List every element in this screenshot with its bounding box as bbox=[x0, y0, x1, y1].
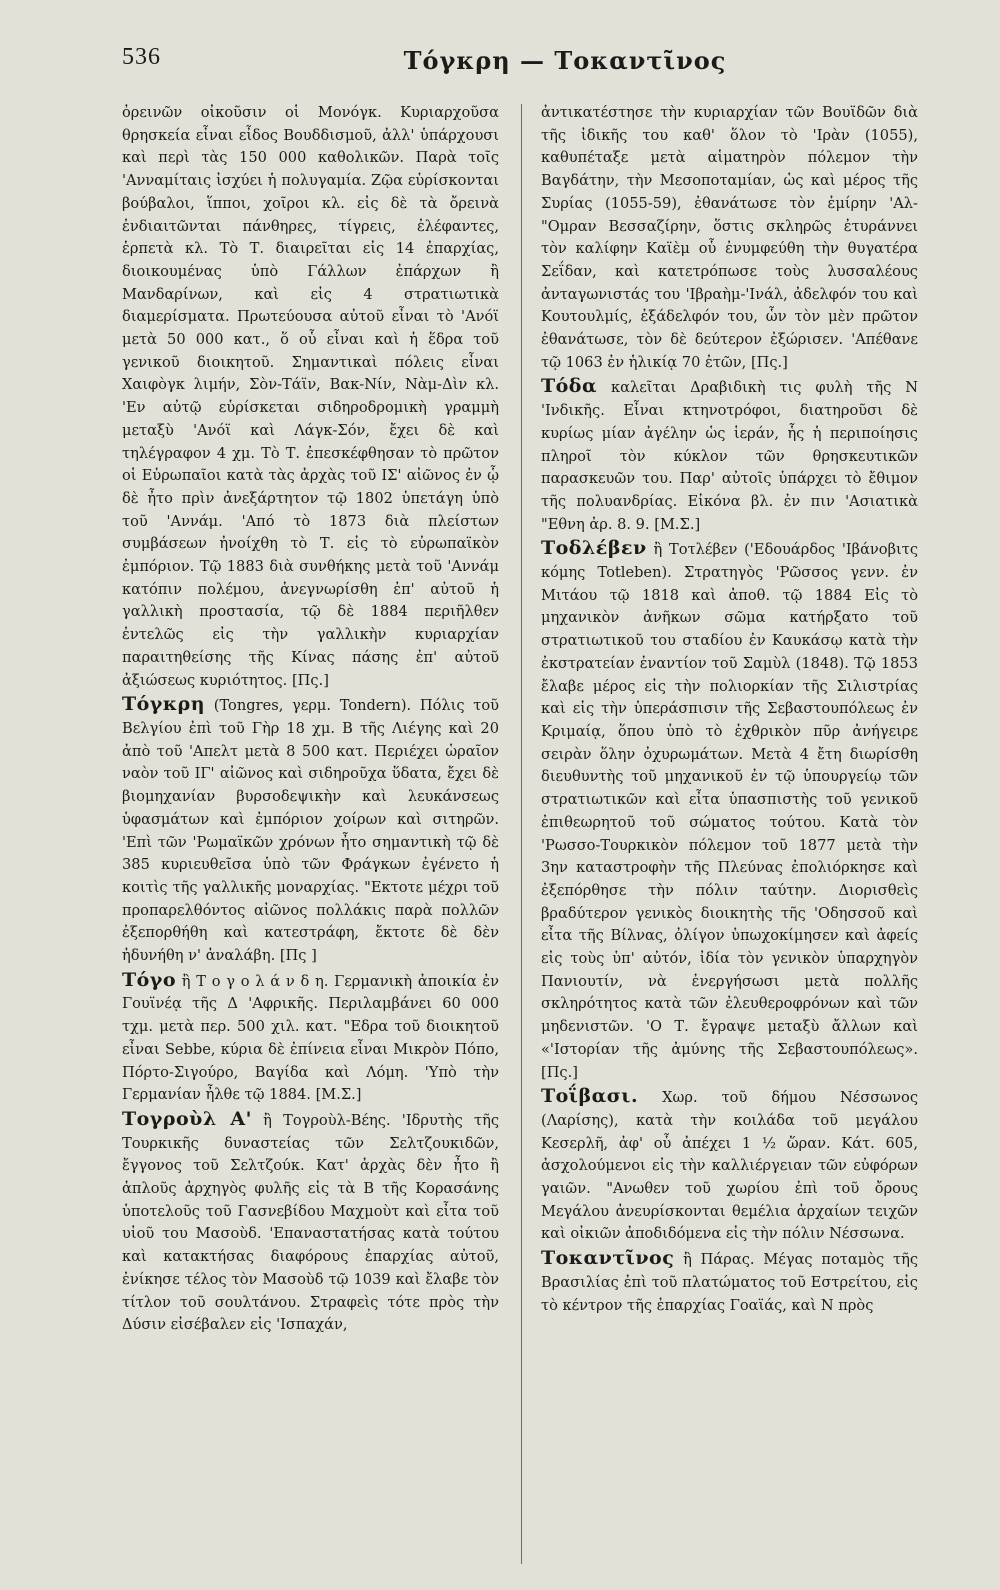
entry-text: ἀντικατέστησε τὴν κυριαρχίαν τῶν Βουϊδῶν διὰ τῆς ἰδικῆς του καθ' ὅλον τὸ 'Ιρὰν (1055), καθυπέταξε μετὰ αἱματηρὸν πόλεμον τὴν Βαγδάτην, τὴν Μεσοποταμίαν, ὡς καὶ μέρος τῆς Συρίας (1055-59), ἐθανάτωσε τὸν ἐμίρην 'Αλ-"Ομραν Βεσσαζίρην, ὅστις σκληρῶς ἐτυράννει τὸν καλίφην Καϊὲμ οὗ ἐνυμφεύθη τὴν θυγατέρα Σεΐδαν, καὶ κατετρόπωσε τοὺς λυσσαλέους ἀνταγωνιστάς του 'Ιβραὴμ-'Ινάλ, ἀδελφόν του καὶ Κουτουλμίς, ἐξάδελφόν του, ὧν τὸν μὲν πρῶτον ἐθανάτωσε, τὸν δὲ δεύτερον ἐξώρισεν. 'Απέθανε τῷ 1063 ἐν ἡλικίᾳ 70 ἐτῶν, [Πς.] bbox=[541, 104, 918, 371]
running-title: Τόγκρη — Τοκαντῖνος bbox=[403, 46, 727, 75]
entry-toivasi bbox=[541, 1085, 918, 1246]
entry-text: ἢ Τογροὺλ-Βέης. 'Ιδρυτὴς τῆς Τουρκικῆς δυναστείας τῶν Σελτζουκιδῶν, ἔγγονος τοῦ Σελτζούκ. Κατ' ἀρχὰς δὲν ἦτο ἢ ἁπλοῦς ἀρχηγὸς φυλῆς εἰς τὰ Β τῆς Κορασάνης ὑποτελοῦς τοῦ Γασνεβίδου Μαχμοὺτ καὶ εἶτα τοῦ υἱοῦ του Μασοὺδ. 'Επαναστατήσας κατὰ τούτου καὶ κατακτήσας διαφόρους ἐπαρχίας αὐτοῦ, ἐνίκησε τέλος τὸν Μασοὺδ τῷ 1039 καὶ ἔλαβε τὸν τίτλον τοῦ σουλτάνου. Στραφεὶς τότε πρὸς τὴν Δύσιν εἰσέβαλεν εἰς 'Ισπαχάν, bbox=[122, 1111, 499, 1334]
entry-tongres bbox=[122, 693, 499, 967]
entry-headword: Τόγκρη bbox=[122, 693, 206, 716]
entry-headword: Τογροὺλ Α' bbox=[122, 1107, 252, 1130]
entry-togrul bbox=[122, 1108, 499, 1337]
entry-text: καλεῖται Δραβιδικὴ τις φυλὴ τῆς Ν 'Ινδικῆς. Εἶναι κτηνοτρόφοι, διατηροῦσι δὲ κυρίως μίαν ἀγέλην ὡς ἱεράν, ἧς ἡ περιποίησις πληροῖ τὸν κύκλον τῶν θρησκευτικῶν παρασκευῶν του. Παρ' αὐτοῖς ὑπάρχει τὸ ἔθιμον τῆς πολυανδρίας. Εἰκόνα βλ. ἐν πιν 'Ασιατικὰ "Εθνη ἀρ. 8. 9. [Μ.Σ.] bbox=[541, 379, 918, 533]
column-divider bbox=[521, 104, 522, 1564]
entry-text: Χωρ. τοῦ δήμου Νέσσωνος (Λαρίσης), κατὰ τὴν κοιλάδα τοῦ μεγάλου Κεσερλῆ, ἀφ' οὗ ἀπέχει 1 ½ ὥραν. Κάτ. 605, ἀσχολούμενοι εἰς τὴν καλλιέργειαν τῶν εὐφόρων γαιῶν. "Ανωθεν τοῦ χωρίου ἐπὶ τοῦ ὄρους Μεγάλου ἀνευρίσκονται θεμέλια ἀρχαίων τειχῶν καὶ οἰκιῶν ἀποδιδόμενα εἰς τὴν πόλιν Νέσσωνα. bbox=[541, 1089, 918, 1243]
page-header bbox=[0, 44, 1000, 84]
entry-togo bbox=[122, 969, 499, 1107]
entry-text: ὀρεινῶν οἰκοῦσιν οἱ Μονόγκ. Κυριαρχοῦσα θρησκεία εἶναι εἶδος Βουδδισμοῦ, ἀλλ' ὑπάρχουσι καὶ περὶ τὰς 150 000 καθολικῶν. Παρὰ τοῖς 'Ανναμίταις ἰσχύει ἡ πολυγαμία. Ζῷα εὑρίσκονται βούβαλοι, ἵπποι, χοῖροι κλ. εἰς δὲ τὰ ὄρεινὰ ἐνδιαιτῶνται πάνθηρες, τίγρεις, ἐλέφαντες, ἑρπετὰ κλ. Τὸ Τ. διαιρεῖται εἰς 14 ἐπαρχίας, διοικουμένας ὑπὸ Γάλλων ἐπάρχων ἢ Μανδαρίνων, καὶ εἰς 4 στρατιωτικὰ διαμερίσματα. Πρωτεύουσα αὐτοῦ εἶναι τὸ 'Ανόϊ μετὰ 50 000 κατ., ὅ οὗ εἶναι καὶ ἡ ἕδρα τοῦ γενικοῦ διοικητοῦ. Σημαντικαὶ πόλεις εἶναι Χαιφὸγκ λιμήν, Σὸν-Τάϊν, Βακ-Νίν, Νὰμ-Δὶν κλ. 'Εν αὐτῷ εὑρίσκεται σιδηροδρομικὴ γραμμὴ μεταξὺ 'Ανόϊ καὶ Λάγκ-Σόν, ἔχει δὲ καὶ τηλέγραφον 4 χμ. Τὸ Τ. ἐπεσκέφθησαν τὸ πρῶτον οἱ Εὐρωπαῖοι κατὰ τὰς ἀρχὰς τοῦ ΙΣ' αἰῶνος ἐν ᾧ δὲ ἦτο πρὶν ἀνεξάρτητον τῷ 1802 ὑπετάγη ὑπὸ τοῦ 'Αννάμ. 'Από τὸ 1873 διὰ πλείστων συμβάσεων ἠνοίχθη τὸ Τ. εἰς τὸ εὐρωπαϊκὸν ἐμπόριον. Τῷ 1883 διὰ συνθήκης μετὰ τοῦ 'Αννάμ κατόπιν πολέμου, ἀνεγνωρίσθη ἐπ' αὐτοῦ ἡ γαλλικὴ προστασία, τῷ δὲ 1884 περιῆλθεν ἐντελῶς εἰς τὴν γαλλικὴν κυριαρχίαν παραιτηθείσης τῆς Κίνας πάσης ἐπ' αὐτοῦ ἀξιώσεως κυριότητος. [Πς.] bbox=[122, 104, 499, 689]
right-column bbox=[541, 100, 918, 1570]
entry-headword: Τοδλέβεν bbox=[541, 537, 647, 560]
entry-tocantins bbox=[541, 1247, 918, 1317]
entry-text: (Tongres, γερμ. Tondern). Πόλις τοῦ Βελγίου ἐπὶ τοῦ Γὴρ 18 χμ. Β τῆς Λιέγης καὶ 20 ἀπὸ τοῦ 'Απελτ μετὰ 8 500 κατ. Περιέχει ὡραῖον ναὸν τοῦ ΙΓ' αἰῶνος καὶ σιδηροῦχα ὕδατα, ἔχει δὲ βιομηχανίαν βυρσοδεψικὴν καὶ λευκάνσεως ὑφασμάτων καὶ ἐμπόριον χοίρων καὶ σιτηρῶν. 'Επὶ τῶν 'Ρωμαϊκῶν χρόνων ἦτο σημαντικὴ τῷ δὲ 385 κυριευθεῖσα ὑπὸ τῶν Φράγκων ἐγένετο ἡ κοιτὶς τῆς γαλλικῆς μοναρχίας. "Εκτοτε μέχρι τοῦ προπαρελθόντος αἰῶνος πολλάκις παρὰ πολλῶν ἐξεπορθήθη καὶ κατεστράφη, ἔκτοτε δὲ δὲν ἠδυνήθη ν' ἀναλάβη. [Πς ] bbox=[122, 697, 499, 965]
entry-togrul-continued bbox=[541, 100, 918, 374]
entry-text: ἢ Τοτλέβεν ('Εδουάρδος 'Ιβάνοβιτς κόμης Totleben). Στρατηγὸς 'Ρῶσσος γενν. ἐν Μιτάου τῷ 1818 καὶ ἀποθ. τῷ 1884 Εἰς τὸ μηχανικὸν ἀνῆκων σῶμα κατήρξατο τοῦ στρατιωτικοῦ του σταδίου ἐν Καυκάσῳ κατὰ τὴν ἐκστρατείαν ἐναντίον τοῦ Σαμὺλ (1848). Τῷ 1853 ἔλαβε μέρος εἰς τὴν πολιορκίαν τῆς Σιλιστρίας καὶ εἰς τὴν ὑπεράσπισιν τῆς Σεβαστουπόλεως ἐν Κριμαίᾳ, ὅπου ὑπὸ τὸ ἐχθρικὸν πῦρ ἀνήγειρε σειρὰν ὅλην ὀχυρωμάτων. Μετὰ 4 ἔτη διωρίσθη διευθυντὴς τοῦ μηχανικοῦ ἐν τῷ ὑπουργείῳ τῶν στρατιωτικῶν καὶ εἶτα ὑπασπιστὴς τοῦ γενικοῦ ἐπιθεωρητοῦ τοῦ σώματος τούτου. Κατὰ τὸν 'Ρωσσο-Τουρκικὸν πόλεμον τοῦ 1877 μετὰ τὴν 3ην καταστροφὴν τῆς Πλεύνας ἐπολιόρκησε καὶ ἐξεπόρθησε τὴν πόλιν ταύτην. Διορισθεὶς βραδύτερον γενικὸς διοικητὴς τῆς 'Οδησσοῦ καὶ εἶτα τῆς Βίλνας, ὀλίγον ὑπωχοκίμησεν καὶ ἀφείς εἰς τοὺς ὑπ' αὐτόν, ἰδία τὸν γενικὸν ὑπαρχηγὸν Πανιουτίν, νὰ ἐνεργήσωσι μετὰ πολλῆς σκληρότητος κατὰ τῶν ἐλευθεροφρόνων καὶ τῶν μηδενιστῶν. 'Ο Τ. ἔγραψε μεταξὺ ἄλλων καὶ «'Ιστορίαν τῆς ἀμύνης τῆς Σεβαστουπόλεως». [Πς.] bbox=[541, 541, 918, 1081]
entry-headword: Τόδα bbox=[541, 375, 598, 398]
entry-tonkin-continued bbox=[122, 100, 499, 692]
entry-headword: Τόγο bbox=[122, 968, 177, 991]
left-column bbox=[122, 100, 499, 1570]
entry-headword: Τοΐβασι. bbox=[541, 1085, 639, 1108]
entry-text: ἢ Πάρας. Μέγας ποταμὸς τῆς Βρασιλίας ἐπὶ τοῦ πλατώματος τοῦ Εστρείτου, εἰς τὸ κέντρον τῆς ἐπαρχίας Γοαϊάς, καὶ Ν πρὸς bbox=[541, 1251, 918, 1314]
entry-text: ἢ Τ ο γ ο λ ά ν δ η. Γερμανικὴ ἀποικία ἐν Γουϊνέᾳ τῆς Δ 'Αφρικῆς. Περιλαμβάνει 60 000 τχμ. μετὰ περ. 500 χιλ. κατ. "Εδρα τοῦ διοικητοῦ εἶναι Sebbe, κύρια δὲ ἐπίνεια εἶναι Μικρὸν Πόπο, Πόρτο-Σιγούρο, Βαγίδα καὶ Λόμη. 'Υπὸ τὴν Γερμανίαν ἦλθε τῷ 1884. [Μ.Σ.] bbox=[122, 972, 499, 1104]
page-number: 536 bbox=[122, 44, 161, 70]
entry-toda bbox=[541, 375, 918, 536]
entry-todleben bbox=[541, 537, 918, 1084]
entry-headword: Τοκαντῖνος bbox=[541, 1247, 675, 1270]
